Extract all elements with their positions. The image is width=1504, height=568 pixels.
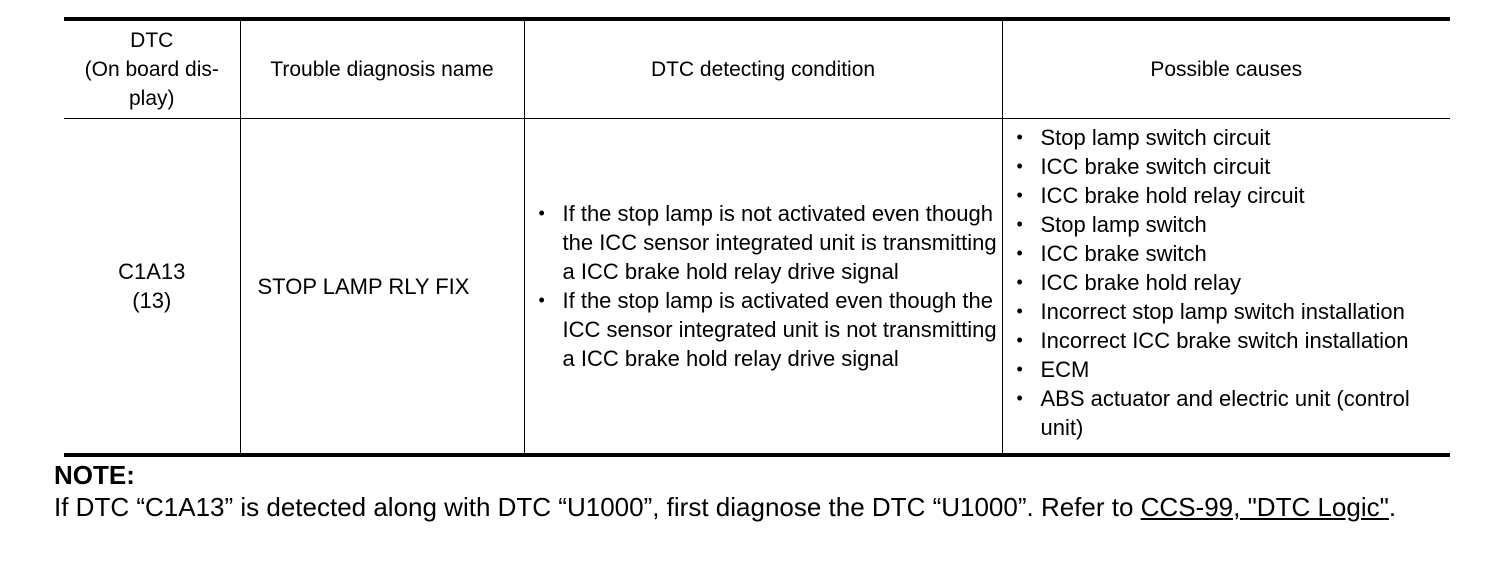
detecting-condition-cell xyxy=(524,119,1002,456)
condition-list xyxy=(525,199,1002,373)
header-dtc: DTC (On board dis- play) xyxy=(64,19,240,119)
cause-item: • ICC brake hold relay xyxy=(1003,268,1451,297)
cause-item: • Stop lamp switch circuit xyxy=(1003,123,1451,152)
note-text xyxy=(54,491,1474,523)
header-dtc-detecting-condition: DTC detecting condition xyxy=(524,19,1002,119)
table-row xyxy=(64,119,1450,456)
cause-item: • Incorrect ICC brake switch installation xyxy=(1003,326,1451,355)
table-header-row xyxy=(64,19,1450,119)
dtc-table xyxy=(64,17,1450,457)
cause-item: • Stop lamp switch xyxy=(1003,210,1451,239)
header-trouble-diagnosis-name: Trouble diagnosis name xyxy=(240,19,524,119)
cause-item: • ICC brake hold relay circuit xyxy=(1003,181,1451,210)
possible-causes-cell xyxy=(1002,119,1450,456)
note-body: If DTC “C1A13” is detected along with DTC “U1000”, first diagnose the DTC “U1000”. Refer to xyxy=(54,492,1141,522)
cause-item: • ABS actuator and electric unit (control unit) xyxy=(1003,384,1451,442)
header-possible-causes: Possible causes xyxy=(1002,19,1450,119)
cause-item: • ECM xyxy=(1003,355,1451,384)
note-title: NOTE: xyxy=(54,460,135,490)
causes-list xyxy=(1003,123,1451,442)
trouble-diagnosis-name: STOP LAMP RLY FIX xyxy=(240,119,524,456)
dtc-onboard-display: (13) xyxy=(132,288,172,313)
dtc-code: C1A13 xyxy=(118,259,186,284)
condition-item: • If the stop lamp is not activated even though the ICC sensor integrated unit is transmitting a ICC brake hold relay drive signal xyxy=(525,199,1002,286)
cause-item: • ICC brake switch circuit xyxy=(1003,152,1451,181)
dtc-logic-link[interactable]: CCS-99, "DTC Logic" xyxy=(1140,492,1389,522)
cause-item: • Incorrect stop lamp switch installation xyxy=(1003,297,1451,326)
note-suffix: . xyxy=(1388,492,1397,522)
condition-item: • If the stop lamp is activated even though the ICC sensor integrated unit is not transmitting a ICC brake hold relay drive signal xyxy=(525,286,1002,373)
cause-item: • ICC brake switch xyxy=(1003,239,1451,268)
dtc-code-cell xyxy=(64,119,240,456)
